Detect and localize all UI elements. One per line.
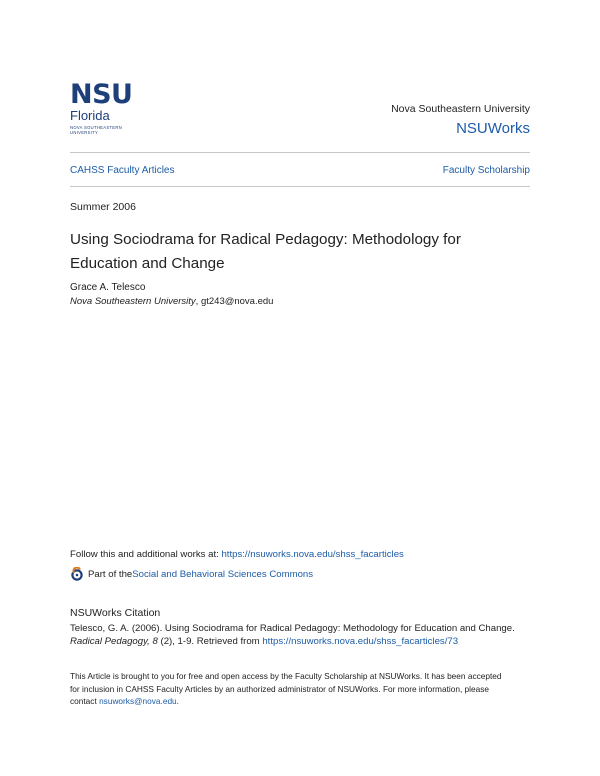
logo-tagline-line1: NOVA SOUTHEASTERN <box>70 125 123 130</box>
follow-prefix: Follow this and additional works at: <box>70 549 222 560</box>
author-name: Grace A. Telesco <box>70 282 146 293</box>
citation-journal: Radical Pedagogy, 8 <box>70 635 158 647</box>
part-of-line <box>70 567 313 581</box>
nsu-florida-logo <box>70 79 150 135</box>
logo-florida-text: Florida <box>70 108 110 123</box>
article-title: Using Sociodrama for Radical Pedagogy: Methodology for Education and Change <box>70 231 461 272</box>
affiliation-name: Nova Southeastern University <box>70 296 196 307</box>
collections-divider <box>70 186 530 187</box>
university-name: Nova Southeastern University <box>391 103 530 115</box>
publication-date: Summer 2006 <box>70 201 136 213</box>
citation-line1: Telesco, G. A. (2006). Using Sociodrama for Radical Pedagogy: Methodology for Education and Change. <box>70 623 515 634</box>
access-statement-end: . <box>176 696 179 706</box>
citation-rest: (2), 1-9. Retrieved from <box>157 635 263 647</box>
header-divider <box>70 152 530 153</box>
part-of-prefix: Part of the <box>88 568 133 580</box>
commons-link[interactable]: Social and Behavioral Sciences Commons <box>132 568 314 580</box>
collection-link-cahss[interactable]: CAHSS Faculty Articles <box>70 165 175 176</box>
citation-text <box>70 623 535 648</box>
citation-heading: NSUWorks Citation <box>70 607 161 619</box>
follow-url-link[interactable]: https://nsuworks.nova.edu/shss_facarticles <box>221 549 404 560</box>
contact-email-link[interactable]: nsuworks@nova.edu <box>99 696 177 706</box>
collection-link-faculty-scholarship[interactable]: Faculty Scholarship <box>442 165 530 176</box>
logo-tagline-line2: UNIVERSITY <box>70 130 99 135</box>
logo-nsu-text: NSU <box>70 79 133 110</box>
open-access-icon <box>70 567 84 581</box>
access-statement <box>70 670 510 708</box>
access-statement-text: This Article is brought to you for free and open access by the Faculty Scholarship at NSUWorks. It has been accepted for inclusion in CAHSS Faculty Articles by an authorized administrator of NSUWorks. For more information, please contact <box>70 671 502 706</box>
follow-line <box>70 549 404 560</box>
nsuworks-link[interactable]: NSUWorks <box>456 120 530 137</box>
logo-tagline <box>70 125 140 135</box>
citation-url-link[interactable]: https://nsuworks.nova.edu/shss_facarticles/73 <box>262 635 459 647</box>
author-affiliation: Nova Southeastern University, gt243@nova.edu <box>70 296 274 307</box>
author-email: gt243@nova.edu <box>200 296 274 307</box>
